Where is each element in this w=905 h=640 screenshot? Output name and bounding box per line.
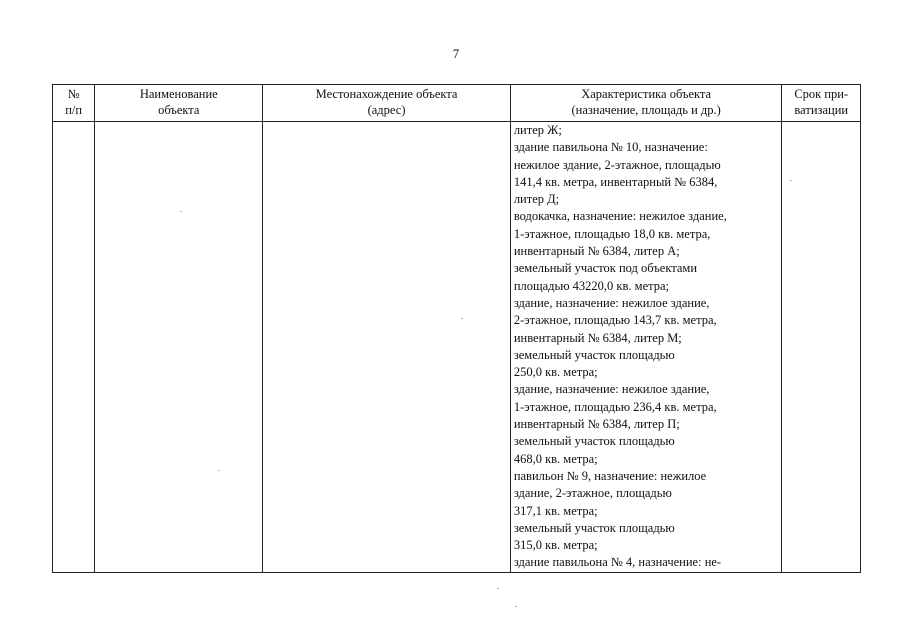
header-location-line-1: Местонахождение объекта [315,87,458,101]
header-location [263,85,511,122]
scan-speck [461,318,463,319]
header-characteristics-line-2: (назначение, площадь и др.) [571,103,721,117]
characteristic-line: земельный участок под объектами [513,261,698,276]
characteristic-line: инвентарный № 6384, литер М; [513,330,682,345]
characteristic-line: здание, назначение: нежилое здание, [513,382,710,397]
header-location-line-2: (адрес) [367,103,406,117]
scan-speck [515,606,517,607]
scan-speck [180,211,182,212]
characteristic-line: павильон № 9, назначение: нежилое [513,468,707,483]
characteristic-line: водокачка, назначение: нежилое здание, [513,209,727,224]
cell-name [95,122,263,573]
characteristic-line: 315,0 кв. метра; [513,538,598,553]
characteristic-line: 250,0 кв. метра; [513,365,598,380]
characteristic-line: 1-этажное, площадью 18,0 кв. метра, [513,226,711,241]
scan-speck [790,180,792,181]
header-characteristics-line-1: Характеристика объекта [581,87,712,101]
page-number: 7 [452,46,460,61]
header-characteristics [510,85,782,122]
table-body [53,122,861,573]
scan-speck [497,588,499,589]
characteristic-line: 141,4 кв. метра, инвентарный № 6384, [513,174,718,189]
characteristic-line: литер Д; [513,192,560,207]
header-term-line-1: Срок при- [794,87,849,101]
characteristic-line: здание павильона № 10, назначение: [513,140,708,155]
characteristic-line: 317,1 кв. метра; [513,503,598,518]
characteristic-line: инвентарный № 6384, литер П; [513,417,680,432]
cell-address [263,122,511,573]
characteristic-line: площадью 43220,0 кв. метра; [513,278,670,293]
header-name-line-1: Наименование [139,87,218,101]
cell-characteristics [510,122,782,573]
table-header [53,85,861,122]
characteristic-line: здание, 2-этажное, площадью [513,486,672,501]
header-number-line-2: п/п [65,103,83,117]
header-term [782,85,861,122]
header-number [53,85,95,122]
characteristic-line: здание павильона № 4, назначение: не- [513,555,722,570]
table-row [53,122,861,573]
characteristic-line: 468,0 кв. метра; [513,451,598,466]
characteristic-line: земельный участок площадью [513,520,675,535]
characteristic-line: земельный участок площадью [513,347,675,362]
characteristic-line: земельный участок площадью [513,434,675,449]
characteristic-line: литер Ж; [513,123,562,137]
header-number-line-1: № [67,87,80,101]
cell-number [53,122,95,573]
cell-term [782,122,861,573]
characteristic-line: инвентарный № 6384, литер А; [513,244,680,259]
privatization-objects-table [52,84,861,573]
header-term-line-2: ватизации [794,103,849,117]
characteristic-line: нежилое здание, 2-этажное, площадью [513,157,721,172]
scan-speck [218,470,220,471]
characteristic-line: 2-этажное, площадью 143,7 кв. метра, [513,313,717,328]
header-name-line-2: объекта [158,103,200,117]
characteristic-line: здание, назначение: нежилое здание, [513,295,710,310]
header-row [53,85,861,122]
characteristic-line: 1-этажное, площадью 236,4 кв. метра, [513,399,717,414]
header-name [95,85,263,122]
